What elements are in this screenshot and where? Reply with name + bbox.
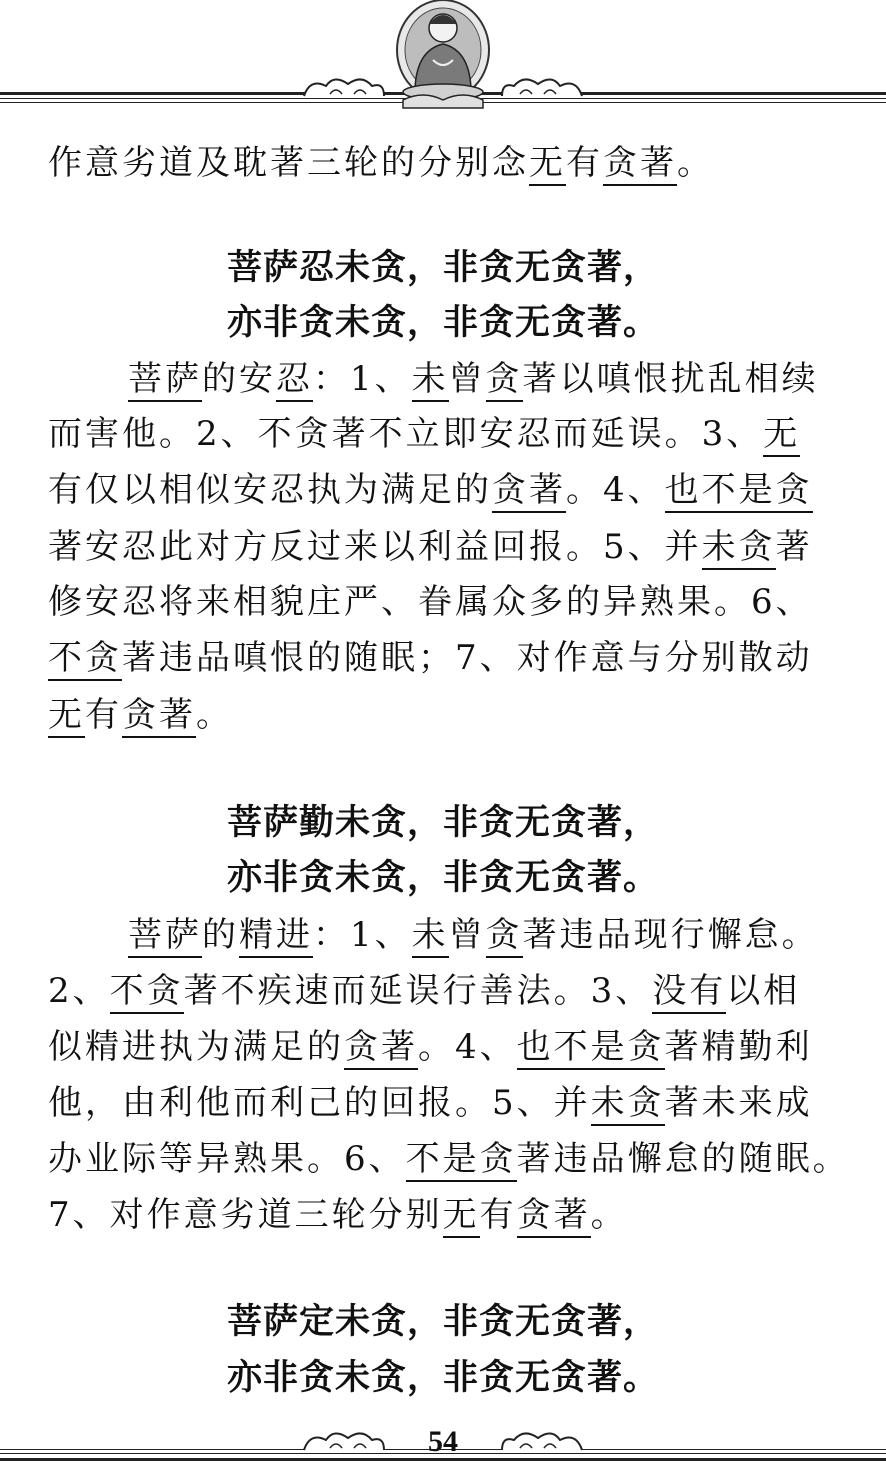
buddha-icon [393, 0, 493, 110]
verse-line: 菩萨忍未贪，非贪无贪著， [226, 248, 659, 288]
underlined-term: 也不是贪 [517, 1027, 665, 1070]
verse-line: 亦非贪未贪，非贪无贪著。 [226, 1358, 659, 1398]
verse-line: 菩萨勤未贪，非贪无贪著， [226, 803, 659, 843]
underlined-term: 贪著 [344, 1027, 418, 1070]
text-segment: 著精勤利 [664, 1027, 813, 1067]
text-segment: 办业际等异熟果。6、 [48, 1139, 406, 1179]
text-segment: ：1、 [313, 359, 412, 399]
text-segment: 著 [775, 527, 813, 567]
verse-line: 亦非贪未贪，非贪无贪著。 [226, 303, 659, 343]
text-segment: 有 [566, 143, 603, 183]
text-line [48, 695, 838, 735]
text-segment: 著安忍此对方反过来以利益回报。5、并 [48, 527, 702, 567]
underlined-term: 没有 [652, 971, 726, 1014]
verse-line: 亦非贪未贪，非贪无贪著。 [226, 858, 659, 898]
text-line [128, 915, 838, 955]
text-line [48, 638, 838, 678]
underlined-term: 菩萨 [128, 915, 202, 958]
text-line [48, 582, 838, 622]
text-segment: 修安忍将来相貌庄严、眷属众多的异熟果。6、 [48, 582, 813, 622]
text-segment: 他，由利他而利己的回报。5、并 [48, 1083, 591, 1123]
underlined-term: 无 [529, 143, 566, 186]
text-segment: 著违品嗔恨的随眠；7、对作意与分别散动 [122, 638, 813, 678]
text-segment: 有 [479, 1195, 517, 1235]
text-segment: 著违品懈怠的随眠。 [516, 1139, 850, 1179]
text-segment: 作意劣道及耽著三轮的分别念 [48, 143, 529, 183]
underlined-term: 无 [48, 695, 85, 738]
text-segment: 。 [590, 1195, 628, 1235]
text-line [48, 1139, 850, 1179]
text-segment: 。 [677, 143, 714, 183]
underlined-term: 贪 [486, 915, 523, 958]
text-line [48, 527, 838, 567]
text-line [48, 414, 838, 454]
underlined-term: 精进 [239, 915, 313, 958]
text-segment: 。4、 [566, 470, 665, 510]
text-segment: 著未来成 [664, 1083, 813, 1123]
text-segment: 。 [196, 695, 233, 735]
underlined-term: 不贪 [110, 971, 184, 1014]
text-segment: ：1、 [313, 915, 412, 955]
underlined-term: 不贪 [48, 638, 122, 681]
text-segment: 的安 [202, 359, 276, 399]
underlined-term: 贪著 [603, 143, 677, 186]
text-segment: 而害他。2、不贪著不立即安忍而延误。3、 [48, 414, 764, 454]
underlined-term: 未贪 [702, 527, 776, 570]
text-line [48, 1027, 838, 1067]
underlined-term: 贪 [486, 359, 523, 402]
underlined-term: 也不是贪 [665, 470, 813, 513]
text-segment: 以相 [726, 971, 801, 1011]
underlined-term: 无 [443, 1195, 480, 1238]
underlined-term: 未 [412, 359, 449, 402]
text-line [128, 359, 838, 399]
text-segment: 。4、 [418, 1027, 517, 1067]
text-segment: 著违品现行懈怠。 [522, 915, 819, 955]
underlined-term: 无 [763, 414, 800, 457]
text-line [48, 1195, 838, 1235]
text-line [48, 470, 838, 510]
text-segment: 2、 [48, 971, 110, 1011]
underlined-term: 忍 [276, 359, 313, 402]
text-segment: 的 [202, 915, 239, 955]
text-segment: 曾 [448, 359, 486, 399]
underlined-term: 不是贪 [406, 1139, 517, 1182]
text-segment: 7、对作意劣道三轮分别 [48, 1195, 443, 1235]
text-line [48, 143, 838, 183]
underlined-term: 贪著 [492, 470, 566, 513]
text-segment: 似精进执为满足的 [48, 1027, 344, 1067]
cloud-ornament-icon [498, 72, 586, 102]
underlined-term: 贪著 [122, 695, 196, 738]
text-line [48, 1083, 838, 1123]
page-number: 54 [428, 1425, 458, 1458]
underlined-term: 菩萨 [128, 359, 202, 402]
text-segment: 曾 [448, 915, 486, 955]
text-segment: 著不疾速而延误行善法。3、 [183, 971, 653, 1011]
verse-line: 菩萨定未贪，非贪无贪著， [226, 1302, 659, 1342]
text-line [48, 971, 838, 1011]
underlined-term: 未贪 [591, 1083, 665, 1126]
underlined-term: 贪著 [517, 1195, 591, 1238]
underlined-term: 未 [412, 915, 449, 958]
cloud-ornament-icon [300, 72, 388, 102]
text-segment: 著以嗔恨扰乱相续 [522, 359, 819, 399]
text-segment: 有 [85, 695, 122, 735]
text-segment: 有仅以相似安忍执为满足的 [48, 470, 492, 510]
